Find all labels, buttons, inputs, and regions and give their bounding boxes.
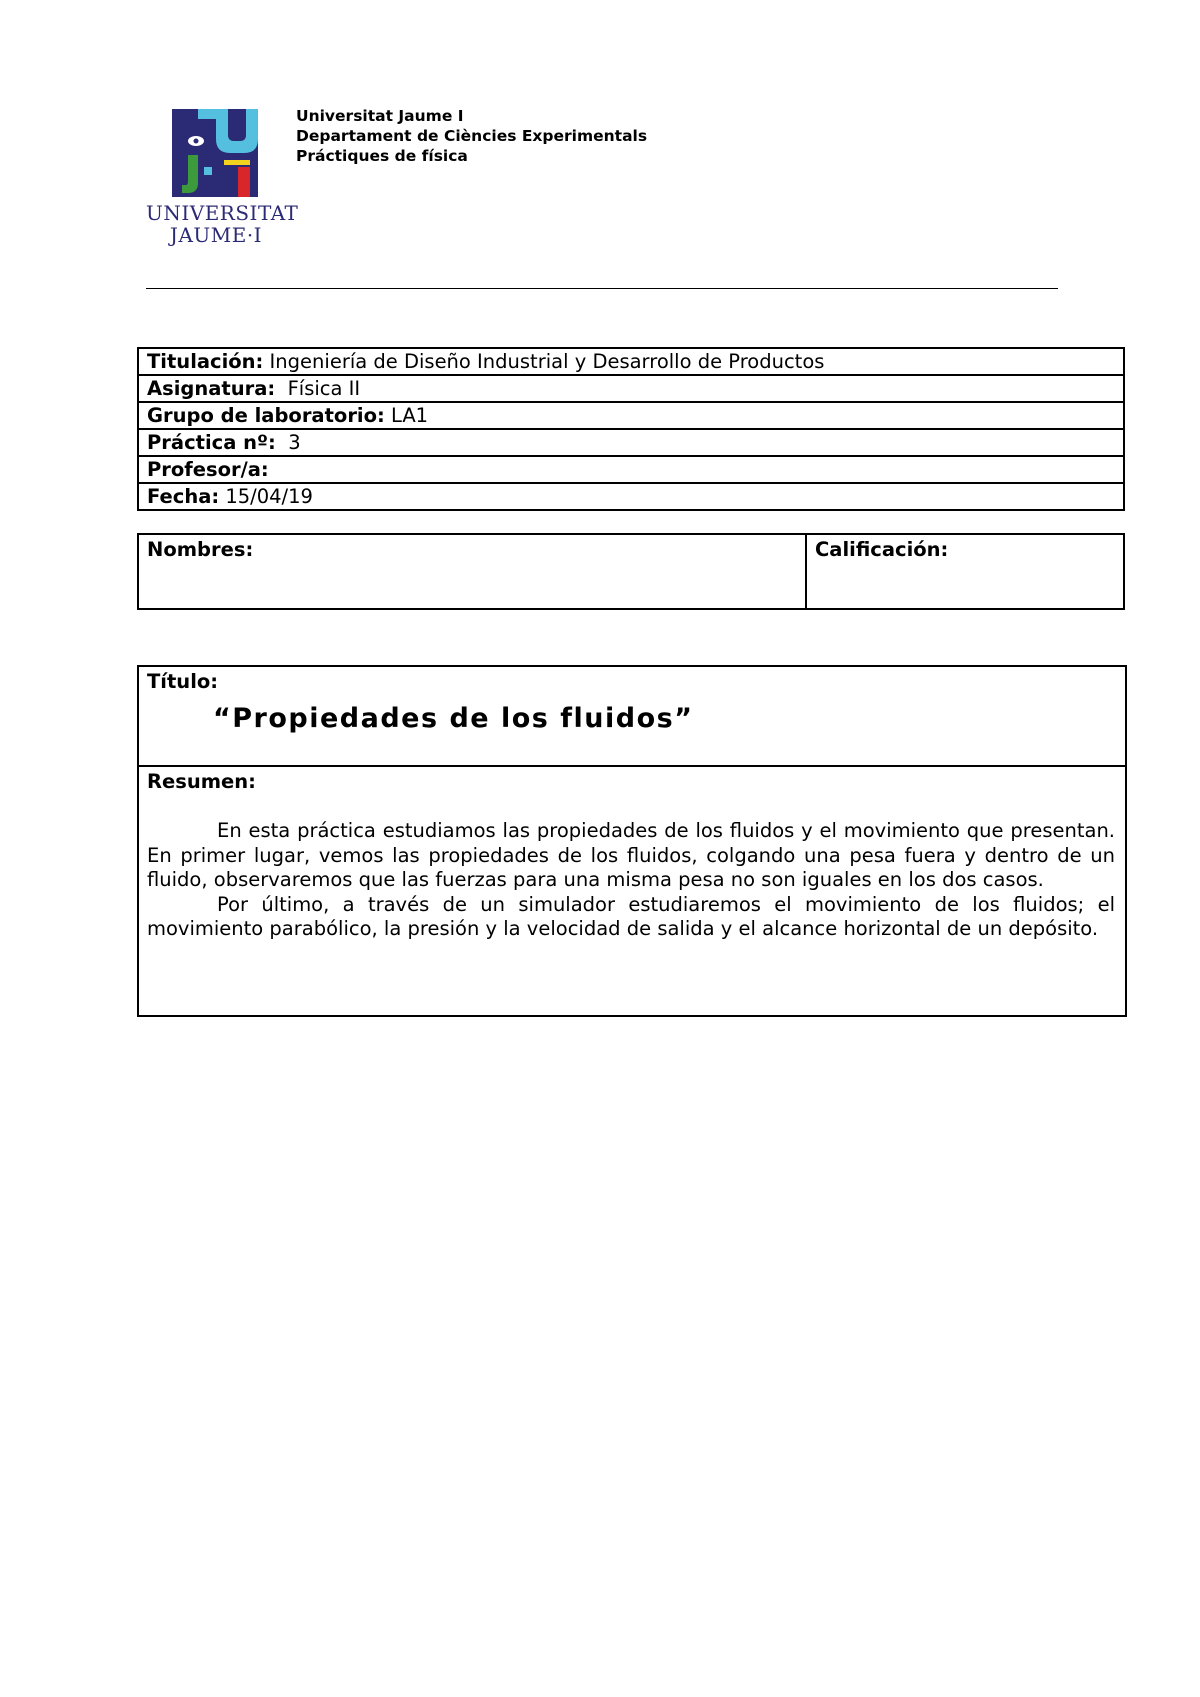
asignatura-label: Asignatura:	[147, 377, 276, 400]
course-type: Práctiques de física	[296, 147, 468, 165]
practica-label: Práctica nº:	[147, 431, 276, 454]
asignatura-value: Física II	[275, 377, 361, 400]
titulo-label: Título:	[147, 670, 219, 693]
info-row-profesor	[139, 457, 1123, 484]
university-logo	[146, 105, 299, 247]
info-row-titulacion	[139, 349, 1123, 376]
institution-header	[296, 106, 647, 166]
header-divider	[146, 288, 1058, 289]
logo-wordmark-line1: UNIVERSITAT	[146, 201, 299, 225]
grupo-value: LA1	[384, 404, 429, 427]
titulacion-value: Ingeniería de Diseño Industrial y Desarrollo de Productos	[263, 350, 825, 373]
fecha-label: Fecha:	[147, 485, 220, 508]
calificacion-label: Calificación:	[815, 538, 949, 561]
info-row-asignatura	[139, 376, 1123, 403]
calificacion-cell	[807, 535, 1123, 608]
summary-section	[139, 767, 1125, 942]
summary-paragraph-2: Por último, a través de un simulador estudiaremos el movimiento de los fluidos; el movimiento parabólico, la presión y la velocidad de salida y el alcance horizontal de un depósito.	[147, 892, 1115, 940]
fecha-value: 15/04/19	[219, 485, 313, 508]
university-name: Universitat Jaume I	[296, 107, 464, 125]
profesor-label: Profesor/a:	[147, 458, 269, 481]
grupo-label: Grupo de laboratorio:	[147, 404, 385, 427]
practice-title: “Propiedades de los fluidos”	[213, 703, 694, 734]
info-row-grupo	[139, 403, 1123, 430]
logo-wordmark-line2: JAUME·I	[169, 223, 263, 247]
titulacion-label: Titulación:	[147, 350, 264, 373]
practica-value: 3	[275, 431, 301, 454]
info-row-fecha	[139, 484, 1123, 509]
title-section	[139, 667, 1125, 767]
title-summary-table	[137, 665, 1127, 1017]
summary-paragraph-1: En esta práctica estudiamos las propiedades de los fluidos y el movimiento que presentan. En primer lugar, vemos las propiedades de los fluidos, colgando una pesa fuera y dentro de un fluido, observaremos que las fuerzas para una misma pesa no son iguales en los dos casos.	[147, 819, 1115, 891]
summary-body	[147, 819, 1117, 942]
info-row-practica	[139, 430, 1123, 457]
nombres-cell	[139, 535, 807, 608]
university-emblem-icon	[146, 105, 286, 201]
info-table	[137, 347, 1125, 511]
resumen-label: Resumen:	[147, 770, 256, 793]
names-grade-table	[137, 533, 1125, 610]
nombres-label: Nombres:	[147, 538, 254, 561]
department-name: Departament de Ciències Experimentals	[296, 127, 648, 145]
